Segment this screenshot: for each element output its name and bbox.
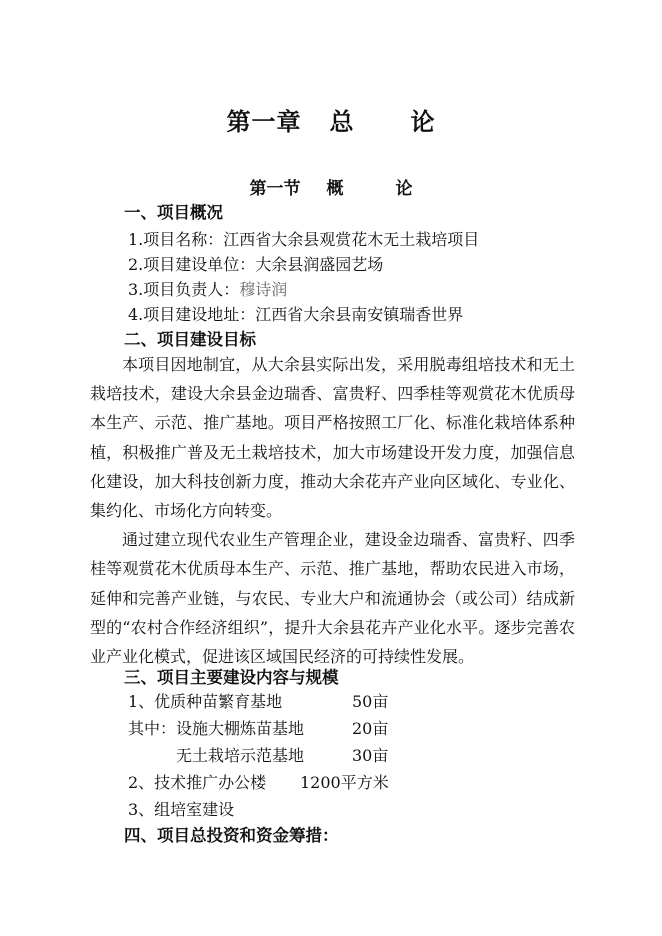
scale-sub-2-label: 无土栽培示范基地 [176, 746, 305, 765]
goals-body [90, 350, 575, 671]
overview-name-value: 江西省大余县观赏花木无土栽培项目 [223, 230, 480, 249]
scale-item-1 [128, 689, 282, 712]
overview-unit [128, 252, 383, 275]
overview-name [128, 227, 479, 250]
heading-scale: 三、项目主要建设内容与规模 [124, 668, 339, 687]
scale-item-3-label: 3、组培室建设 [128, 800, 235, 819]
section-prefix: 第一节 [249, 179, 301, 199]
overview-unit-label: 2.项目建设单位： [128, 255, 256, 274]
heading-goals: 二、项目建设目标 [124, 330, 256, 349]
overview-lead-label: 3.项目负责人： [128, 280, 240, 299]
overview-address [128, 302, 463, 325]
goals-paragraph-2: 通过建立现代农业生产管理企业，建设金边瑞香、富贵籽、四季桂等观赏花木优质母本生产、示范、推广基地，帮助农民进入市场，延伸和完善产业链，与农民、专业大户和流通协会（或公司）结成新型的“农村合作经济组织”，提升大余县花卉产业化水平。逐步完善农业产业化模式，促进该区域国民经济的可持续性发展。 [90, 530, 575, 667]
chapter-word-2: 论 [410, 108, 436, 136]
section-word-1: 概 [326, 179, 344, 199]
chapter-prefix: 第一章 [226, 108, 302, 136]
scale-sub-1-value: 20亩 [352, 719, 389, 738]
chapter-word-1: 总 [329, 108, 355, 136]
scale-item-2-label: 2、技术推广办公楼 [128, 773, 267, 792]
overview-lead [128, 277, 287, 300]
section-title [0, 174, 662, 199]
overview-address-value: 江西省大余县南安镇瑞香世界 [255, 305, 464, 324]
scale-item-1-value: 50亩 [352, 692, 389, 711]
overview-address-label: 4.项目建设地址： [128, 305, 256, 324]
heading-investment: 四、项目总投资和资金筹措： [124, 826, 339, 845]
heading-overview: 一、项目概况 [124, 203, 223, 222]
scale-sub-prefix: 其中： [128, 719, 177, 738]
overview-name-label: 1.项目名称： [128, 230, 224, 249]
overview-unit-value: 大余县润盛园艺场 [255, 255, 384, 274]
scale-sub-2-value: 30亩 [352, 746, 389, 765]
scale-item-1-label: 1、优质种苗繁育基地 [128, 692, 283, 711]
scale-item-2-value: 1200平方米 [300, 773, 389, 792]
chapter-title [0, 102, 662, 137]
overview-lead-value: 穆诗润 [239, 280, 288, 299]
scale-sub-1-label: 设施大棚炼苗基地 [176, 719, 305, 738]
goals-paragraph-1: 本项目因地制宜，从大余县实际出发，采用脱毒组培技术和无土栽培技术，建设大余县金边瑞香、富贵籽、四季桂等观赏花木优质母本生产、示范、推广基地。项目严格按照工厂化、标准化栽培体系种植，积极推广普及无土栽培技术，加大市场建设开发力度，加强信息化建设，加大科技创新力度，推动大余花卉产业向区域化、专业化、集约化、市场化方向转变。 [90, 355, 575, 521]
section-word-2: 论 [395, 179, 413, 199]
